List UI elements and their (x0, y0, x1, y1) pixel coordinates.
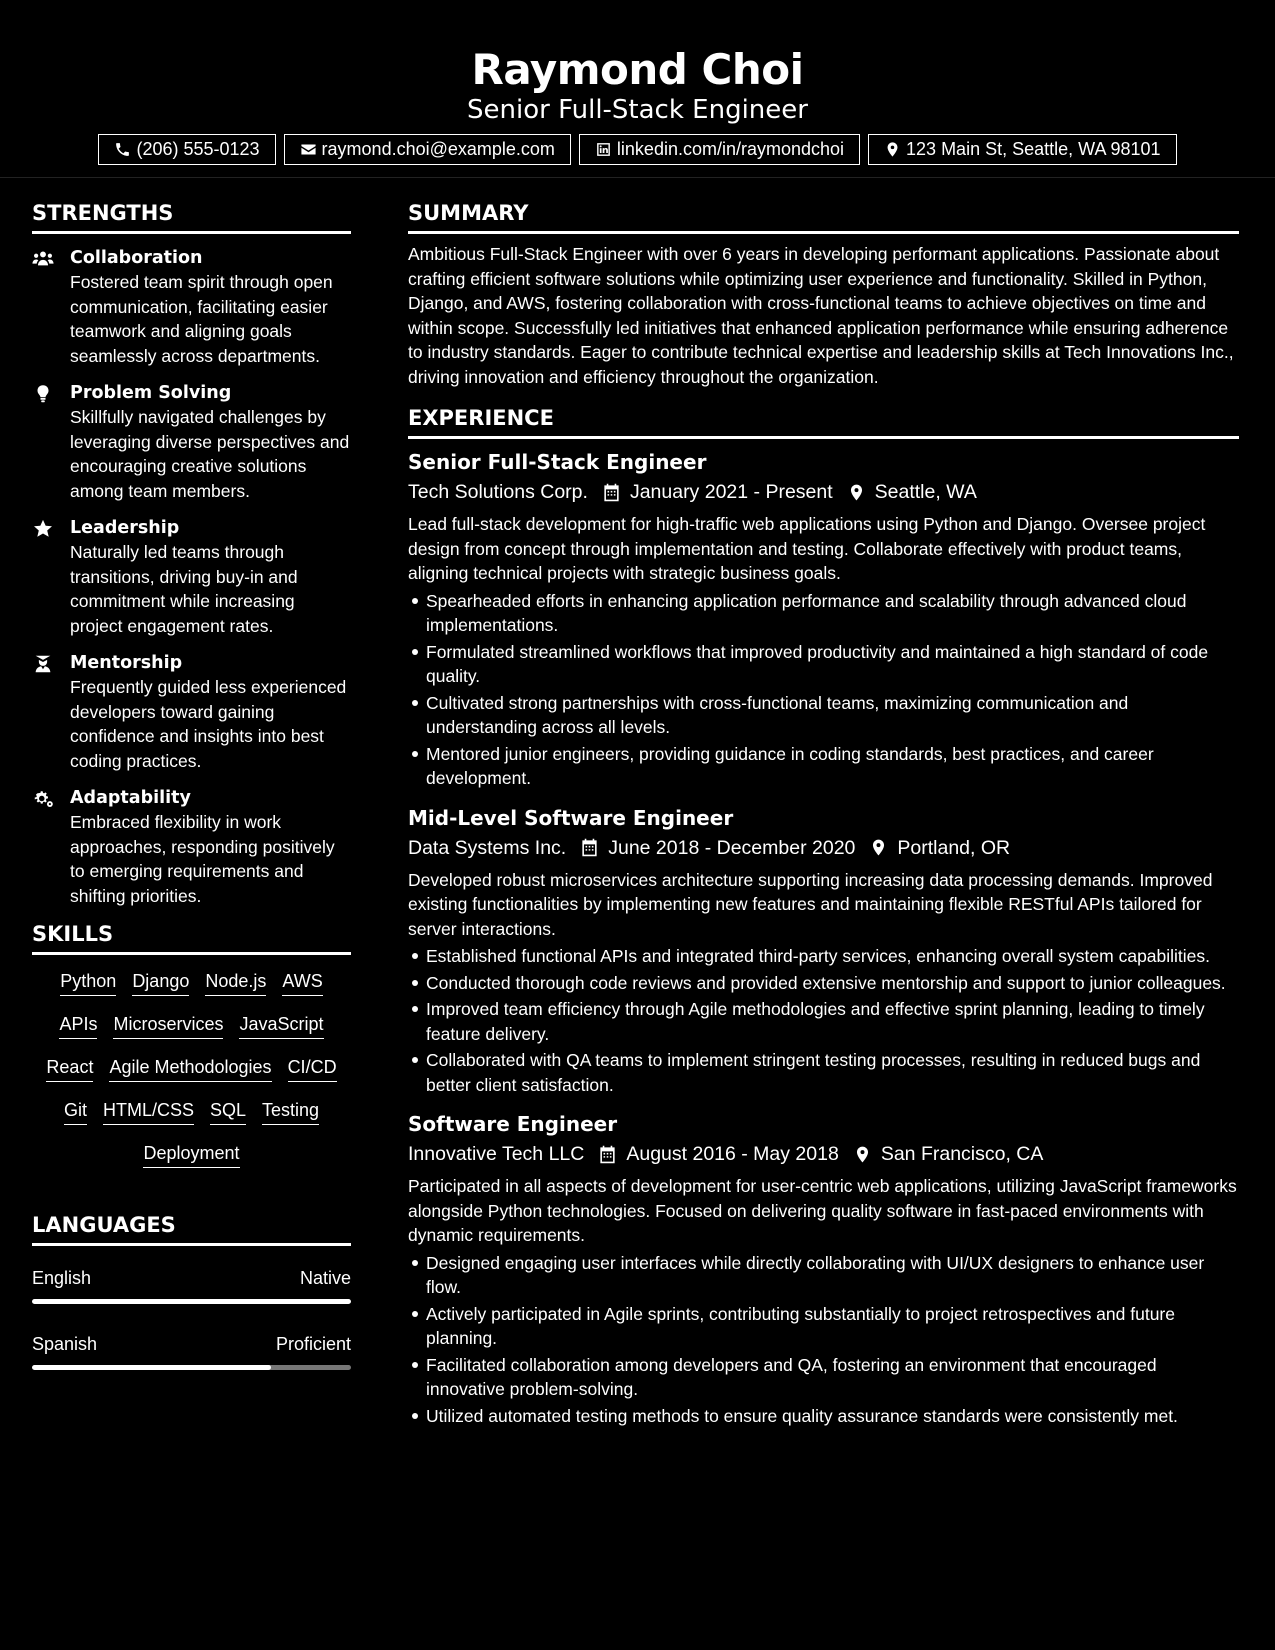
job-title: Mid-Level Software Engineer (408, 805, 734, 830)
envelope-icon (300, 141, 317, 158)
job-description: Developed robust microservices architecture supporting increasing data processing demands. Improved existing functionalities by implementing new features and maintaining flexible RESTful APIs tailored for server interactions. (408, 869, 1213, 939)
job-location: Seattle, WA (874, 481, 977, 503)
contact-email[interactable] (284, 134, 571, 165)
job-description: Participated in all aspects of development for user-centric web applications, utilizing JavaScript frameworks alongside Python technologies. Focused on delivering quality software in fast-paced environments with dynamic requirements. (408, 1176, 1237, 1245)
skill-tag: AWS (282, 969, 322, 996)
job-bullets (408, 589, 1239, 791)
language-level-fill (32, 1365, 271, 1370)
calendar-icon (580, 838, 599, 857)
skill-tag: SQL (210, 1098, 246, 1125)
skill-tag: Deployment (143, 1141, 239, 1168)
phone-icon (114, 141, 131, 158)
language-level-bar (32, 1299, 351, 1304)
strength-item (32, 516, 351, 638)
job-entry (408, 449, 1239, 791)
resume-header (0, 0, 1275, 178)
contact-phone[interactable] (98, 134, 275, 165)
job-bullets (408, 944, 1239, 1097)
job-meta (408, 835, 1239, 861)
language-item (32, 1332, 351, 1370)
strengths-list (32, 246, 351, 908)
left-column (32, 200, 351, 1370)
contact-address (868, 134, 1177, 165)
strength-desc: Frequently guided less experienced developers toward gaining confidence and insights into best coding practices. (70, 677, 347, 771)
skills-list (32, 955, 351, 1168)
job-bullet: Facilitated collaboration among developers and QA, fostering an environment that encouraged innovative problem-solving. (426, 1353, 1239, 1402)
job-bullet: Formulated streamlined workflows that improved productivity and maintained a high standard of code quality. (426, 640, 1239, 689)
job-dates: August 2016 - May 2018 (626, 1143, 839, 1165)
language-level-bar (32, 1365, 351, 1370)
skill-tag: React (46, 1055, 93, 1082)
strength-desc: Naturally led teams through transitions, driving buy-in and commitment while increasing project engagement rates. (70, 542, 298, 636)
job-bullet: Mentored junior engineers, providing guidance in coding standards, best practices, and career development. (426, 742, 1239, 791)
gears-icon (32, 789, 54, 809)
skill-tag: Python (60, 969, 116, 996)
job-bullet: Spearheaded efforts in enhancing application performance and scalability through advanced cloud implementations. (426, 589, 1239, 638)
job-title: Senior Full-Stack Engineer (408, 450, 707, 474)
contact-linkedin-text: linkedin.com/in/raymondchoi (616, 139, 845, 159)
map-pin-icon (869, 838, 888, 857)
job-bullets (408, 1251, 1239, 1429)
strength-item (32, 651, 351, 773)
skill-tag: Node.js (205, 969, 266, 996)
job-bullet: Cultivated strong partnerships with cross-functional teams, maximizing communication and understanding across all levels. (426, 691, 1239, 740)
job-entry (408, 1111, 1239, 1428)
job-location: San Francisco, CA (880, 1143, 1044, 1165)
job-description: Lead full-stack development for high-traffic web applications using Python and Django. Oversee project design from concept through implementation and testing. Collaborate effectively with product teams, aligning technical projects with strategic business goals. (408, 514, 1206, 583)
job-bullet: Conducted thorough code reviews and provided extensive mentorship and support to junior colleagues. (426, 971, 1239, 996)
job-dates: June 2018 - December 2020 (608, 836, 856, 859)
linkedin-icon (595, 141, 612, 158)
strength-desc: Skillfully navigated challenges by leveraging diverse perspectives and encouraging creative solutions among team members. (70, 407, 350, 501)
strength-title: Adaptability (70, 788, 191, 808)
strength-title: Leadership (70, 518, 180, 538)
job-bullet: Designed engaging user interfaces while directly collaborating with UI/UX designers to enhance user flow. (426, 1251, 1239, 1300)
skill-tag: CI/CD (288, 1055, 337, 1082)
calendar-icon (602, 483, 621, 502)
language-item (32, 1266, 351, 1304)
contact-address-text: 123 Main St, Seattle, WA 98101 (906, 139, 1161, 159)
summary-title: SUMMARY (408, 200, 1239, 234)
job-location: Portland, OR (897, 836, 1011, 859)
strength-desc: Embraced flexibility in work approaches, responding positively to emerging requirements and shifting priorities. (70, 812, 335, 906)
lightbulb-icon (32, 384, 54, 404)
contact-bar (0, 134, 1275, 165)
skill-tag: Django (132, 969, 189, 996)
job-meta (408, 479, 1239, 505)
map-pin-icon (884, 141, 901, 158)
map-pin-icon (853, 1145, 872, 1164)
strength-desc: Fostered team spirit through open communication, facilitating easier teamwork and aligning goals seamlessly across departments. (70, 272, 333, 366)
calendar-icon (598, 1145, 617, 1164)
right-column (408, 200, 1239, 1430)
job-title: Software Engineer (408, 1112, 618, 1136)
skill-tag: Microservices (113, 1012, 223, 1039)
candidate-name: Raymond Choi (471, 45, 804, 94)
skill-tag: Testing (262, 1098, 319, 1125)
experience-title: EXPERIENCE (408, 405, 1239, 439)
skill-tag: APIs (59, 1012, 97, 1039)
strength-item (32, 381, 351, 503)
candidate-headline: Senior Full-Stack Engineer (467, 95, 808, 125)
job-bullet: Collaborated with QA teams to implement stringent testing processes, resulting in reduced bugs and better client satisfaction. (426, 1048, 1239, 1097)
strength-item (32, 246, 351, 368)
job-bullet: Actively participated in Agile sprints, contributing substantially to project retrospectives and future planning. (426, 1302, 1239, 1351)
job-meta (408, 1141, 1239, 1167)
contact-linkedin[interactable] (579, 134, 860, 165)
job-bullet: Established functional APIs and integrated third-party services, enhancing overall system capabilities. (426, 944, 1239, 969)
skill-tag: JavaScript (239, 1012, 323, 1039)
strength-item (32, 786, 351, 908)
skill-tag: HTML/CSS (103, 1098, 194, 1125)
strength-title: Problem Solving (70, 383, 232, 403)
skill-tag: Agile Methodologies (109, 1055, 271, 1082)
skill-tag: Git (64, 1098, 87, 1125)
job-company: Data Systems Inc. (408, 836, 567, 859)
strength-title: Collaboration (70, 248, 203, 268)
summary-text: Ambitious Full-Stack Engineer with over 6 years in developing performant applications. Passionate about crafting efficient software solutions while optimizing user experience and functionality. Skilled in Python, Django, and AWS, fostering collaboration with cross-functional teams to achieve objectives on time and within scope. Successfully led initiatives that enhanced application performance while ensuring adherence to industry standards. Eager to contribute technical expertise and leadership skills at Tech Innovations Inc., driving innovation and efficiency throughout the organization. (408, 244, 1234, 387)
contact-email-text: raymond.choi@example.com (321, 139, 555, 159)
job-dates: January 2021 - Present (629, 481, 833, 503)
skills-title: SKILLS (32, 921, 351, 955)
strengths-title: STRENGTHS (32, 200, 351, 234)
job-bullet: Improved team efficiency through Agile methodologies and effective sprint planning, leading to timely feature delivery. (426, 997, 1239, 1046)
job-company: Innovative Tech LLC (408, 1143, 585, 1165)
job-bullet: Utilized automated testing methods to ensure quality assurance standards were consistently met. (426, 1404, 1239, 1429)
star-icon (32, 519, 54, 539)
language-name: Spanish (32, 1334, 98, 1354)
language-level: Proficient (275, 1334, 351, 1354)
language-level: Native (299, 1268, 351, 1288)
map-pin-icon (847, 483, 866, 502)
users-icon (32, 249, 54, 269)
job-entry (408, 805, 1239, 1098)
languages-title: LANGUAGES (32, 1212, 351, 1246)
contact-phone-text: (206) 555-0123 (136, 139, 260, 159)
strength-title: Mentorship (70, 653, 183, 673)
language-level-fill (32, 1299, 351, 1304)
job-company: Tech Solutions Corp. (408, 481, 588, 503)
language-name: English (32, 1268, 92, 1288)
graduation-icon (32, 654, 54, 674)
